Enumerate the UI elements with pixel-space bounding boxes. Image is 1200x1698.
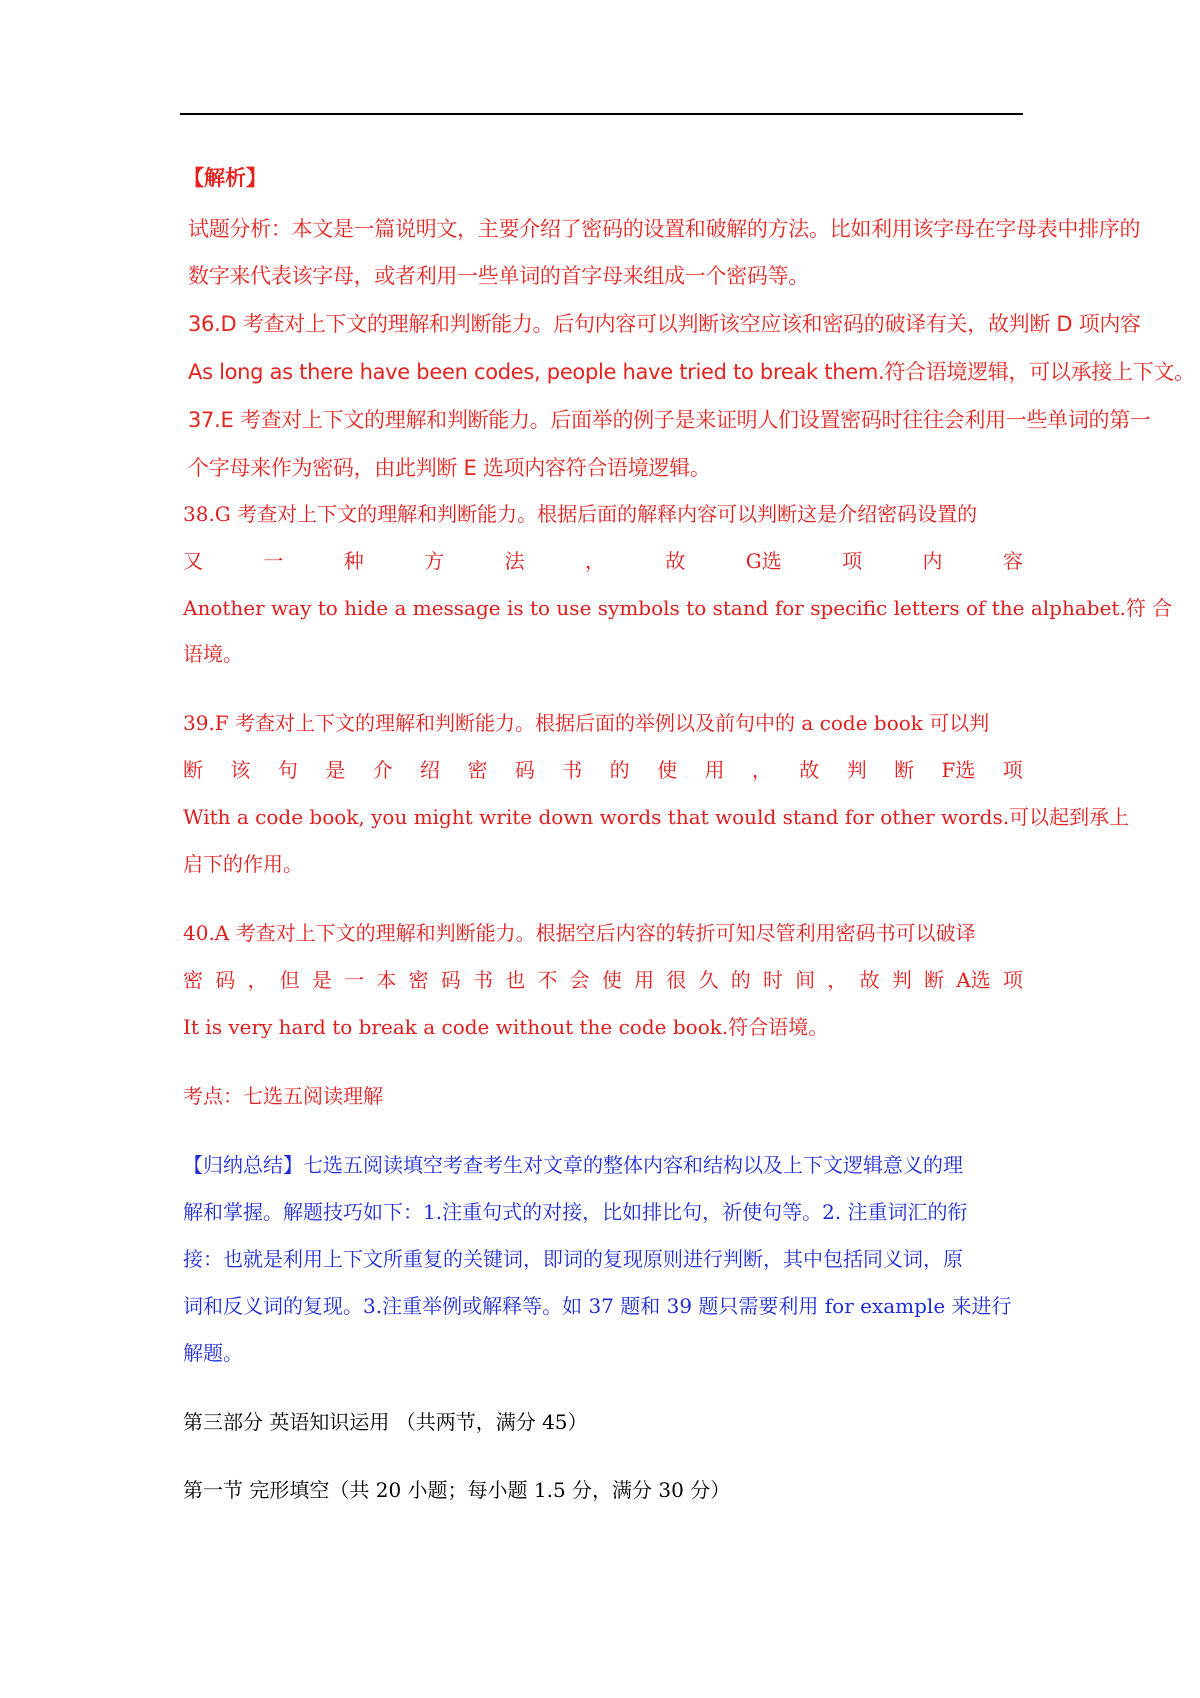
word: 的 (609, 758, 630, 782)
word: 项 (1002, 758, 1023, 782)
analysis-line-1: 试题分析：本文是一篇说明文，主要介绍了密码的设置和破解的方法。比如利用该字母在字母表中排序的 (188, 217, 1141, 241)
word: 间 (795, 968, 816, 992)
word: 不 (537, 968, 558, 992)
word: 是 (325, 758, 346, 782)
word: 断 (183, 758, 203, 782)
word: 会 (569, 968, 590, 992)
analysis-heading: 【解析】 (183, 166, 267, 190)
answer-38-line-1: 38.G 考查对上下文的理解和判断能力。根据后面的解释内容可以判断这是介绍密码设置的 (183, 502, 978, 526)
answer-37-line-1: 37.E 考查对上下文的理解和判断能力。后面举的例子是来证明人们设置密码时往往会利用一些单词的第一 (188, 408, 1151, 432)
word: 断 (924, 968, 945, 992)
answer-39-line-1: 39.F 考查对上下文的理解和判断能力。根据后面的举例以及前句中的 a code book 可以判 (183, 711, 990, 735)
word: 内 (922, 549, 943, 573)
summary-line-2: 解和掌握。解题技巧如下：1.注重句式的对接，比如排比句，祈使句等。2. 注重词汇的衔 (183, 1200, 968, 1224)
word: ， (827, 968, 848, 992)
word: 很 (666, 968, 687, 992)
answer-39-line-2 (183, 758, 1023, 782)
answer-39-line-3: With a code book, you might write down words that would stand for other words.可以起到承上 (183, 805, 1130, 829)
answer-36-line-1: 36.D 考查对上下文的理解和判断能力。后句内容可以判断该空应该和密码的破译有关，故判断 D 项内容 (188, 312, 1141, 336)
word: 方 (424, 549, 445, 573)
word: 密 (467, 758, 488, 782)
word: 故 (665, 549, 686, 573)
word: 书 (472, 968, 493, 992)
summary-line-1: 【归纳总结】七选五阅读填空考查考生对文章的整体内容和结构以及上下文逻辑意义的理 (183, 1153, 963, 1177)
word: 码 (440, 968, 461, 992)
word: G选 (745, 549, 782, 573)
word: 该 (230, 758, 251, 782)
word: 种 (343, 549, 364, 573)
part-three-heading: 第三部分 英语知识运用 （共两节，满分 45） (183, 1410, 588, 1434)
word: 码 (215, 968, 236, 992)
answer-38-line-3: Another way to hide a message is to use symbols to stand for specific letters of the alphabet.符 合 (183, 596, 1173, 620)
word: 容 (1002, 549, 1023, 573)
analysis-line-2: 数字来代表该字母，或者利用一些单词的首字母来组成一个密码等。 (188, 264, 809, 288)
word: 久 (698, 968, 719, 992)
word: ， (584, 549, 605, 573)
word: ， (751, 758, 772, 782)
answer-38-line-2 (183, 549, 1023, 573)
word: 密 (183, 968, 203, 992)
answer-40-line-3: It is very hard to break a code without the code book.符合语境。 (183, 1015, 829, 1039)
section-one-heading: 第一节 完形填空（共 20 小题；每小题 1.5 分，满分 30 分） (183, 1478, 731, 1502)
word: 使 (601, 968, 622, 992)
word: 绍 (420, 758, 441, 782)
answer-36-line-2: As long as there have been codes, people have tried to break them.符合语境逻辑，可以承接上下文。 (188, 360, 1195, 384)
word: 又 (183, 549, 203, 573)
word: 的 (730, 968, 751, 992)
word: 故 (799, 758, 820, 782)
summary-line-5: 解题。 (183, 1341, 243, 1365)
word: 介 (372, 758, 393, 782)
answer-39-line-4: 启下的作用。 (183, 852, 303, 876)
answer-38-line-4: 语境。 (183, 642, 243, 666)
word: 项 (1002, 968, 1023, 992)
word: 也 (505, 968, 526, 992)
word: 本 (376, 968, 397, 992)
word: 书 (562, 758, 583, 782)
word: 但 (279, 968, 300, 992)
word: 项 (842, 549, 863, 573)
answer-40-line-1: 40.A 考查对上下文的理解和判断能力。根据空后内容的转折可知尽管利用密码书可以破译 (183, 921, 976, 945)
summary-line-4: 词和反义词的复现。3.注重举例或解释等。如 37 题和 39 题只需要利用 for example 来进行 (183, 1294, 1012, 1318)
word: ， (247, 968, 268, 992)
word: 判 (846, 758, 867, 782)
word: 句 (277, 758, 298, 782)
word: 断 (894, 758, 915, 782)
word: F选 (941, 758, 976, 782)
word: 密 (408, 968, 429, 992)
summary-line-3: 接：也就是利用上下文所重复的关键词，即词的复现原则进行判断，其中包括同义词，原 (183, 1247, 963, 1271)
word: 用 (634, 968, 655, 992)
word: 一 (344, 968, 365, 992)
word: 用 (704, 758, 725, 782)
word: 码 (514, 758, 535, 782)
answer-40-line-2 (183, 968, 1023, 992)
word: 使 (657, 758, 678, 782)
header-rule (180, 113, 1023, 115)
word: A选 (956, 968, 991, 992)
word: 判 (891, 968, 912, 992)
word: 时 (762, 968, 783, 992)
kaodian-label: 考点：七选五阅读理解 (183, 1084, 383, 1108)
word: 法 (504, 549, 525, 573)
word: 故 (859, 968, 880, 992)
answer-37-line-2: 个字母来作为密码，由此判断 E 选项内容符合语境逻辑。 (188, 456, 711, 480)
word: 一 (263, 549, 284, 573)
word: 是 (311, 968, 332, 992)
